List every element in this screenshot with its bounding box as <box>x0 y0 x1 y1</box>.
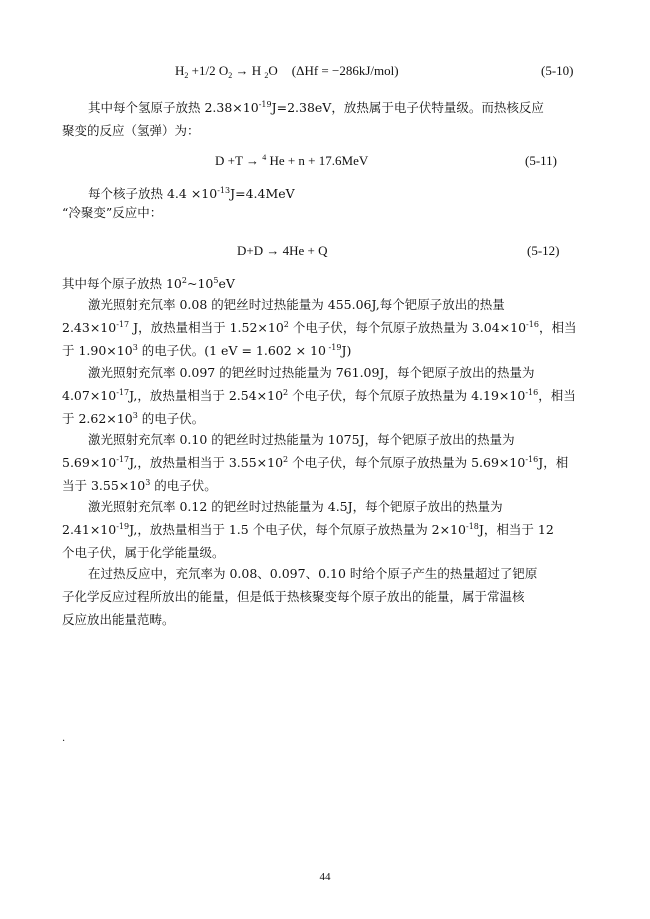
paragraph-ratio-0-097: 激光照射充氘率 0.097 的钯丝时过热能量为 761.09J，每个钯原子放出的热量为 $4.07\times 10^{-17}J$,，放热量相当于 $2.54\times 10^2$ 个电子伏，每个氘原子放热量为 $4.19\times 10^{-16}$，相当 于 $2.62\times 10^3$ 的电子伏。 <box>62 365 576 426</box>
paragraph-ratio-0-12: 激光照射充氘率 0.12 的钯丝时过热能量为 4.5J，每个钯原子放出的热量为 $2.41\times 10^{-19}J$,，放热量相当于 1.5 个电子伏，每个氘原子放热量为 $2\times 10^{-18}J$，相当于 12 个电子伏，属于化学能量级。 <box>62 499 554 560</box>
equation-body: D +T → $^4$ He + n + 17.6MeV <box>215 153 369 168</box>
equation-5-11 <box>0 153 650 173</box>
paragraph-cold-fusion-heat: 其中每个原子放热 $10^2\sim 10^5eV$ <box>62 276 235 291</box>
equation-number: (5-12) <box>527 243 560 258</box>
equation-5-12 <box>0 243 650 263</box>
paragraph-ratio-0-10: 激光照射充氘率 0.10 的钯丝时过热能量为 1075J，每个钯原子放出的热量为 $5.69\times 10^{-17}J$,，放热量相当于 $3.55\times 10^2$ 个电子伏，每个氘原子放热量为 $5.69\times 10^{-16}J$，相 当于 $3.55\times 10^3$ 的电子伏。 <box>62 432 569 493</box>
equation-body: $H_2 +1/2$ $O_2 \to H$ $_2$O (ΔHf = −286kJ/mol) <box>175 63 399 80</box>
paragraph-nucleon-heat: 每个核子放热 $4.4 \times 10^{-13}J=4.4MeV$ “冷聚变”反应中： <box>62 182 602 224</box>
equation-number: (5-10) <box>541 63 574 78</box>
stray-mark: . <box>62 733 66 744</box>
paragraph-conclusion: 在过热反应中，充氘率为 0.08、0.097、0.10 时给个原子产生的热量超过了钯原 子化学反应过程所放出的能量，但是低于热核聚变每个原子放出的能量，属于常温核 反应放出能量范畴。 <box>62 566 538 627</box>
equation-5-10 <box>0 63 650 83</box>
equation-body: D+D → 4He + Q <box>237 243 328 258</box>
enthalpy-value: (ΔHf = −286kJ/mol) <box>291 63 399 78</box>
paragraph-ratio-0-08: 激光照射充氘率 0.08 的钯丝时过热能量为 455.06J,每个钯原子放出的热量 $2.43\times 10^{-17}$ J，放热量相当于 $1.52\times 10^2$ 个电子伏，每个氘原子放热量为 $3.04\times 10^{-16}$，相当 于 $1.90\times 10^3$ 的电子伏。(1 eV = 1.602 × 10 $^{-19}$J) <box>62 297 577 358</box>
cold-fusion-heading: “冷聚变”反应中： <box>62 205 163 220</box>
paragraph-hydrogen-heat: 其中每个氢原子放热 $2.38\times 10^{-19}J=2.38eV$，放热属于电子伏特量级。而热核反应 聚变的反应（氢弹）为： <box>62 100 544 138</box>
equation-number: (5-11) <box>525 153 558 168</box>
page-number: 44 <box>319 871 331 883</box>
